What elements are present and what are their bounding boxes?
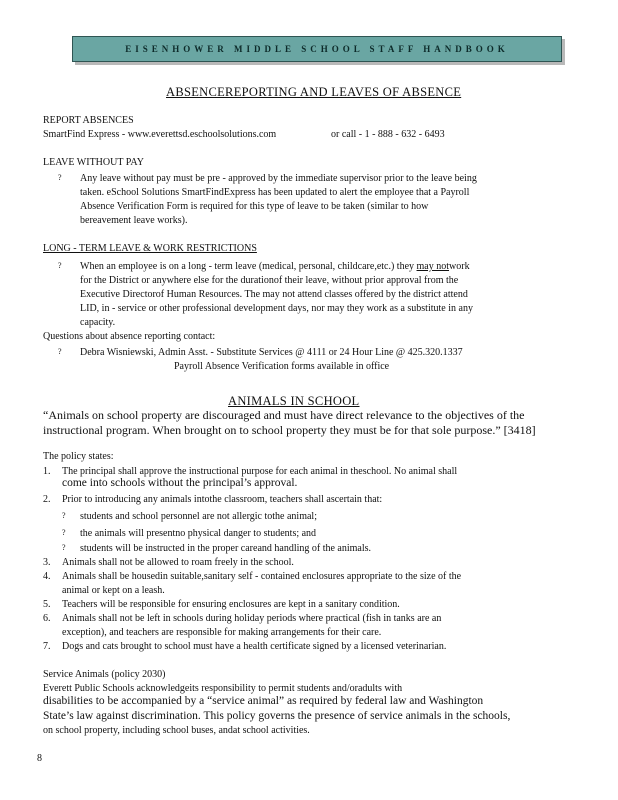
policy-item-line: Animals shall not be allowed to roam freely in the school. xyxy=(62,557,294,568)
sub-item-line: students and school personnel are not allergic tothe animal; xyxy=(80,511,317,522)
bullet-icon: ? xyxy=(62,511,66,520)
service-animals-line: Everett Public Schools acknowledgeits responsibility to permit students and/oradults with xyxy=(43,683,403,694)
policy-item-line: Animals shall be housedin suitable,sanitary self - contained enclosures appropriate to the size of the xyxy=(62,571,462,582)
long-term-line: for the District or anywhere else for the durationof their leave, without prior approval from the xyxy=(80,275,459,286)
policy-item-line: The principal shall approve the instructional purpose for each animal in theschool. No animal shall xyxy=(62,466,458,477)
lwop-line: Absence Verification Form is required for this type of leave to be taken (similar to how xyxy=(80,201,429,212)
list-number: 1. xyxy=(43,466,51,477)
contact-line: Payroll Absence Verification forms available in office xyxy=(174,361,390,372)
policy-states: The policy states: xyxy=(43,451,114,462)
page-number: 8 xyxy=(37,753,42,764)
banner-title: EISENHOWER MIDDLE SCHOOL STAFF HANDBOOK xyxy=(125,44,509,54)
policy-item-line: exception), and teachers are responsible for making arrangements for their care. xyxy=(62,627,382,638)
list-number: 2. xyxy=(43,494,51,505)
policy-item-line: Dogs and cats brought to school must have a health certificate signed by a licensed veterinarian. xyxy=(62,641,447,652)
list-number: 3. xyxy=(43,557,51,568)
section-title-animals: ANIMALS IN SCHOOL xyxy=(228,394,360,408)
bullet-icon: ? xyxy=(62,543,66,552)
section-title-absence: ABSENCEREPORTING AND LEAVES OF ABSENCE xyxy=(166,85,462,99)
service-animals-line: State’s law against discrimination. This policy governs the presence of service animals in the schools, xyxy=(43,710,511,722)
policy-quote-line: “Animals on school property are discouraged and must have direct relevance to the objectives of the xyxy=(43,408,525,422)
call-number: or call - 1 - 888 - 632 - 6493 xyxy=(331,129,445,140)
long-term-line-end: work xyxy=(449,261,470,272)
long-term-line xyxy=(80,260,470,273)
lwop-line: taken. eSchool Solutions SmartFindExpress has been updated to alert the employee that a Payroll xyxy=(80,187,470,198)
may-not-emphasis: may not xyxy=(416,261,450,272)
long-term-leave-heading: LONG - TERM LEAVE & WORK RESTRICTIONS xyxy=(43,243,257,254)
service-animals-heading: Service Animals (policy 2030) xyxy=(43,669,166,680)
long-term-line: LID, in - service or other professional development days, nor may they work as a substitute in any xyxy=(80,303,473,314)
list-number: 6. xyxy=(43,613,51,624)
service-animals-line: disabilities to be accompanied by a “service animal” as required by federal law and Washington xyxy=(43,695,484,707)
lwop-line: Any leave without pay must be pre - approved by the immediate supervisor prior to the leave being xyxy=(80,173,477,184)
bullet-icon: ? xyxy=(62,528,66,537)
list-number: 5. xyxy=(43,599,51,610)
long-term-line: Executive Directorof Human Resources. The may not attend classes offered by the district attend xyxy=(80,289,468,300)
policy-item-line: come into schools without the principal’s approval. xyxy=(62,477,298,489)
policy-item-line: animal or kept on a leash. xyxy=(62,585,165,596)
bullet-icon: ? xyxy=(58,261,62,270)
policy-item-line: Animals shall not be left in schools during holiday periods where practical (fish in tanks are an xyxy=(62,613,442,624)
long-term-line: capacity. xyxy=(80,317,116,328)
leave-without-pay-heading: LEAVE WITHOUT PAY xyxy=(43,157,144,168)
report-absences-heading: REPORT ABSENCES xyxy=(43,115,134,126)
policy-quote-line: instructional program. When brought on to school property they must be for that sole purpose.” [3418] xyxy=(43,423,536,437)
list-number: 7. xyxy=(43,641,51,652)
sub-item-line: students will be instructed in the proper careand handling of the animals. xyxy=(80,543,372,554)
policy-item-line: Prior to introducing any animals intothe classroom, teachers shall ascertain that: xyxy=(62,494,383,505)
questions-contact: Questions about absence reporting contact: xyxy=(43,331,216,342)
lwop-line: bereavement leave works). xyxy=(80,215,188,226)
smartfind-line: SmartFind Express - www.everettsd.eschoolsolutions.com xyxy=(43,129,277,140)
policy-item-line: Teachers will be responsible for ensuring enclosures are kept in a sanitary condition. xyxy=(62,599,400,610)
long-term-line-text: When an employee is on a long - term leave (medical, personal, childcare,etc.) they xyxy=(80,261,415,272)
service-animals-line: on school property, including school buses, andat school activities. xyxy=(43,725,310,736)
sub-item-line: the animals will presentno physical danger to students; and xyxy=(80,528,317,539)
handbook-header-banner xyxy=(72,36,562,62)
bullet-icon: ? xyxy=(58,173,62,182)
list-number: 4. xyxy=(43,571,51,582)
contact-line: Debra Wisniewski, Admin Asst. - Substitute Services @ 4111 or 24 Hour Line @ 425.320.1337 xyxy=(80,347,463,358)
bullet-icon: ? xyxy=(58,347,62,356)
